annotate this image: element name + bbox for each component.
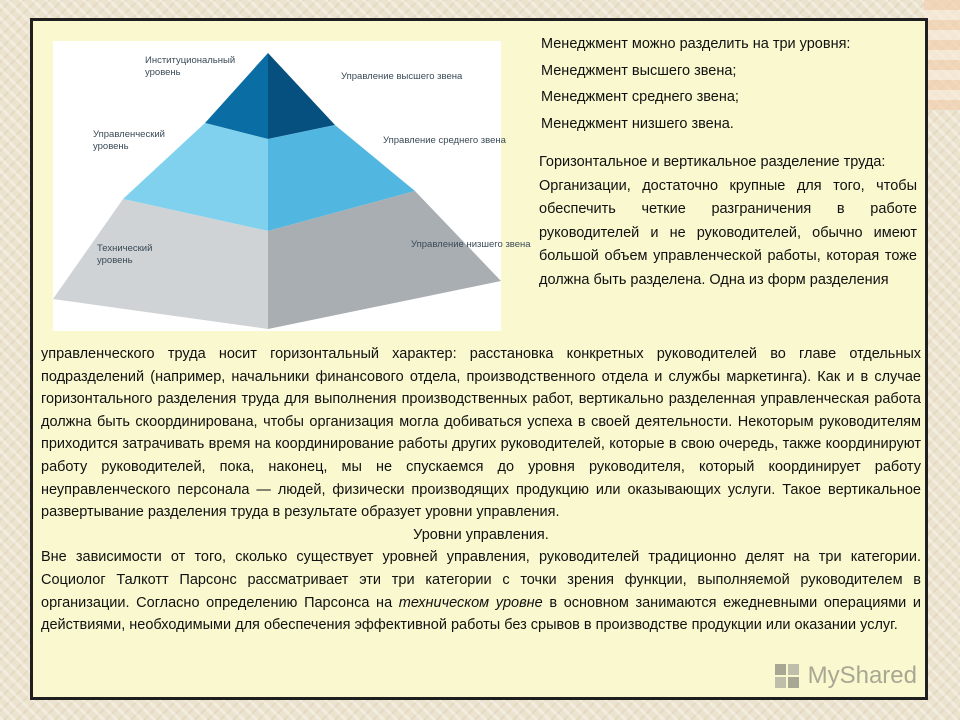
pyramid-label-technical-text-line2: уровень: [97, 255, 133, 266]
level-item-middle: Менеджмент среднего звена;: [541, 89, 739, 105]
pyramid-label-managerial-text-line2: уровень: [93, 141, 129, 152]
pyramid-label-managerial-text: Управленческий: [93, 129, 165, 140]
pyramid-label-middle-management-text: Управление среднего звена: [383, 135, 506, 146]
division-heading: Горизонтальное и вертикальное разделение труда:: [539, 154, 886, 170]
pyramid-top-side: [268, 53, 335, 139]
myshared-watermark: [772, 661, 917, 691]
management-pyramid-image: [53, 41, 531, 331]
main-body-text: [41, 343, 921, 637]
pyramid-label-low-management: [411, 239, 531, 250]
pyramid-label-managerial: [93, 129, 168, 152]
labor-division-block: [539, 151, 917, 293]
corner-stripe-decoration: [924, 0, 960, 110]
pyramid-label-technical-text: Технический: [97, 243, 153, 254]
technical-level-emphasis: техническом уровне: [398, 594, 543, 611]
watermark-text: MyShared: [807, 662, 917, 689]
slide-frame: [30, 18, 928, 700]
level-item-top: Менеджмент высшего звена;: [541, 62, 737, 79]
body-paragraph-2: [41, 546, 921, 636]
division-text: Организации, достаточно крупные для того, чтобы обеспечить четкие разграничения в работе руководителей и не руководителей, обычно имеют большой объем управленческой работы, которая тоже должна быть разделена. Одна из форм разделения: [539, 177, 917, 288]
levels-heading: Менеджмент можно разделить на три уровня:: [541, 36, 851, 52]
management-levels-list: [541, 31, 921, 137]
body-paragraph-2-start: Вне зависимости от того, сколько существует уровней управления, руководителей традиционно делят на три категории. Социолог Талкотт Парсонс рассматривает эти три категории с точки зрения функции, выполняемой руководителем в организации. Согласно определению Парсонса на: [41, 549, 921, 611]
body-paragraph-1: управленческого труда носит горизонтальный характер: расстановка конкретных руководителей во главе отдельных подразделений (например, начальники финансового отдела, производственного отдела и службы маркетинга). Как и в случае горизонтального разделения труда для выполнения производственных работ, вертикально разделенная управленческая работа должна быть скоординирована, чтобы организация могла добиваться успеха в своей деятельности. Некоторым руководителям приходится затрачивать время на координирование работы других руководителей, которые в свою очередь, также координируют работу руководителей, пока, наконец, мы не спускаемся до уровня руководителя, который координирует работу неуправленческого персонала — людей, физически производящих продукцию или оказывающих услуги. Такое вертикальное развертывание разделения труда в результате образует уровни управления.: [41, 346, 921, 521]
pyramid-label-institutional: [145, 55, 238, 78]
pyramid-label-middle-management: [383, 135, 507, 146]
pyramid-label-institutional-text: Институциональный: [145, 55, 236, 66]
level-item-low: Менеджмент низшего звена.: [541, 115, 734, 132]
pyramid-label-institutional-text-line2: уровень: [145, 67, 181, 78]
pyramid-label-top-management: [341, 71, 463, 82]
pyramid-label-low-management-text: Управление низшего звена: [411, 239, 531, 250]
pyramid-svg: [53, 41, 531, 331]
levels-subheading: Уровни управления.: [413, 526, 549, 543]
body-paragraph-2-end: в основном занимаются ежедневными операциями и действиями, необходимыми для обеспечения эффективной работы без срывов в производстве продукции или оказании услуг.: [41, 594, 921, 634]
pyramid-label-top-management-text: Управление высшего звена: [341, 71, 463, 82]
myshared-logo-icon: [772, 661, 802, 691]
